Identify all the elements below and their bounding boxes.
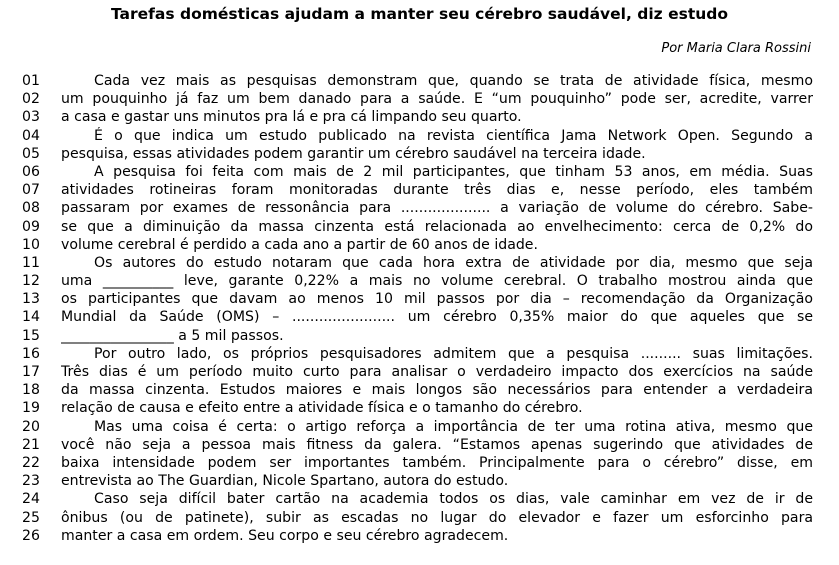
text-line (0, 327, 839, 345)
line-text: ________________ a 5 mil passos. (61, 327, 284, 344)
text-line (0, 290, 839, 308)
line-number: 21 (22, 436, 40, 453)
line-text: relação de causa e efeito entre a atividade física e o tamanho do cérebro. (61, 400, 583, 417)
line-text: Por outro lado, os próprios pesquisadores admitem que a pesquisa ......... suas limitações. (94, 345, 813, 362)
article-title: Tarefas domésticas ajudam a manter seu cérebro saudável, diz estudo (110, 5, 729, 23)
text-line (0, 163, 839, 181)
article-body (0, 72, 839, 545)
text-line (0, 418, 839, 436)
line-text: pesquisa, essas atividades podem garantir um cérebro saudável na terceira idade. (61, 145, 646, 162)
line-text: uma __________ leve, garante 0,22% a mais no volume cerebral. O trabalho mostrou ainda que (61, 273, 813, 290)
text-line (0, 218, 839, 236)
line-text: você não seja a pessoa mais fitness da galera. “Estamos apenas sugerindo que atividades de (61, 436, 813, 453)
line-text: Três dias é um período muito curto para analisar o verdadeiro impacto dos exercícios na saúde (61, 364, 813, 380)
text-line (0, 436, 839, 454)
text-line (0, 90, 839, 108)
line-number: 23 (22, 473, 40, 490)
line-number: 15 (22, 327, 40, 344)
line-number: 11 (22, 254, 40, 271)
line-number: 06 (22, 163, 40, 180)
text-line (0, 454, 839, 472)
line-text: manter a casa em ordem. Seu corpo e seu cérebro agradecem. (61, 527, 509, 544)
line-text: Os autores do estudo notaram que cada hora extra de atividade por dia, mesmo que seja (94, 254, 813, 271)
text-line (0, 381, 839, 399)
line-number: 24 (22, 491, 40, 508)
line-text: os participantes que davam ao menos 10 mil passos por dia – recomendação da Organização (61, 291, 813, 308)
text-line (0, 127, 839, 145)
line-number: 04 (22, 127, 40, 144)
text-line (0, 490, 839, 508)
text-line (0, 399, 839, 417)
line-text: Caso seja difícil bater cartão na academia todos os dias, vale caminhar em vez de ir de (94, 491, 813, 508)
line-text: Mundial da Saúde (OMS) – ....................... um cérebro 0,35% maior do que aqueles que se (61, 309, 813, 326)
line-number: 09 (22, 218, 40, 235)
line-number: 20 (22, 418, 40, 435)
line-number: 14 (22, 309, 40, 326)
text-line (0, 345, 839, 363)
line-text: passaram por exames de ressonância para .................... a variação de volume do cérebro. Sabe- (61, 200, 813, 217)
text-line (0, 199, 839, 217)
line-number: 17 (22, 364, 40, 380)
text-line (0, 254, 839, 272)
line-number: 03 (22, 109, 40, 126)
line-text: Mas uma coisa é certa: o artigo reforça a importância de ter uma rotina ativa, mesmo que (94, 418, 813, 435)
text-line (0, 272, 839, 290)
line-number: 02 (22, 91, 40, 108)
text-line (0, 363, 839, 381)
line-number: 13 (22, 291, 40, 308)
line-number: 07 (22, 182, 40, 199)
text-line (0, 72, 839, 90)
line-text: Cada vez mais as pesquisas demonstram que, quando se trata de atividade física, mesmo (94, 73, 813, 89)
line-text: volume cerebral é perdido a cada ano a partir de 60 anos de idade. (61, 236, 538, 253)
line-number: 25 (22, 509, 40, 526)
text-line (0, 145, 839, 163)
line-number: 08 (22, 200, 40, 217)
article-byline: Por Maria Clara Rossini (661, 41, 811, 56)
line-text: da massa cinzenta. Estudos maiores e mais longos são necessários para entender a verdadeira (61, 382, 813, 399)
text-line (0, 527, 839, 545)
line-text: entrevista ao The Guardian, Nicole Spartano, autora do estudo. (61, 473, 509, 490)
line-text: se que a diminuição da massa cinzenta está relacionada ao envelhecimento: cerca de 0,2% do (61, 218, 813, 235)
line-text: A pesquisa foi feita com mais de 2 mil participantes, que tinham 53 anos, em média. Suas (94, 163, 813, 180)
line-text: baixa intensidade podem ser importantes também. Principalmente para o cérebro” disse, em (61, 454, 813, 471)
text-line (0, 472, 839, 490)
line-text: ônibus (ou de patinete), subir as escadas no lugar do elevador e fazer um esforcinho para (61, 509, 813, 526)
line-number: 26 (22, 527, 40, 544)
text-line (0, 509, 839, 527)
line-text: atividades rotineiras foram monitoradas durante três dias e, nesse período, eles também (61, 182, 813, 199)
line-text: É o que indica um estudo publicado na revista científica Jama Network Open. Segundo a (94, 127, 813, 144)
line-number: 22 (22, 454, 40, 471)
line-number: 12 (22, 273, 40, 290)
line-number: 19 (22, 400, 40, 417)
line-text: a casa e gastar uns minutos pra lá e pra cá limpando seu quarto. (61, 109, 522, 126)
text-line (0, 236, 839, 254)
line-number: 16 (22, 345, 40, 362)
text-line (0, 308, 839, 326)
text-line (0, 181, 839, 199)
line-number: 10 (22, 236, 40, 253)
line-text: um pouquinho já faz um bem danado para a saúde. E “um pouquinho” pode ser, acredite, varrer (61, 91, 813, 108)
line-number: 18 (22, 382, 40, 399)
line-number: 01 (22, 73, 40, 89)
text-line (0, 108, 839, 126)
line-number: 05 (22, 145, 40, 162)
